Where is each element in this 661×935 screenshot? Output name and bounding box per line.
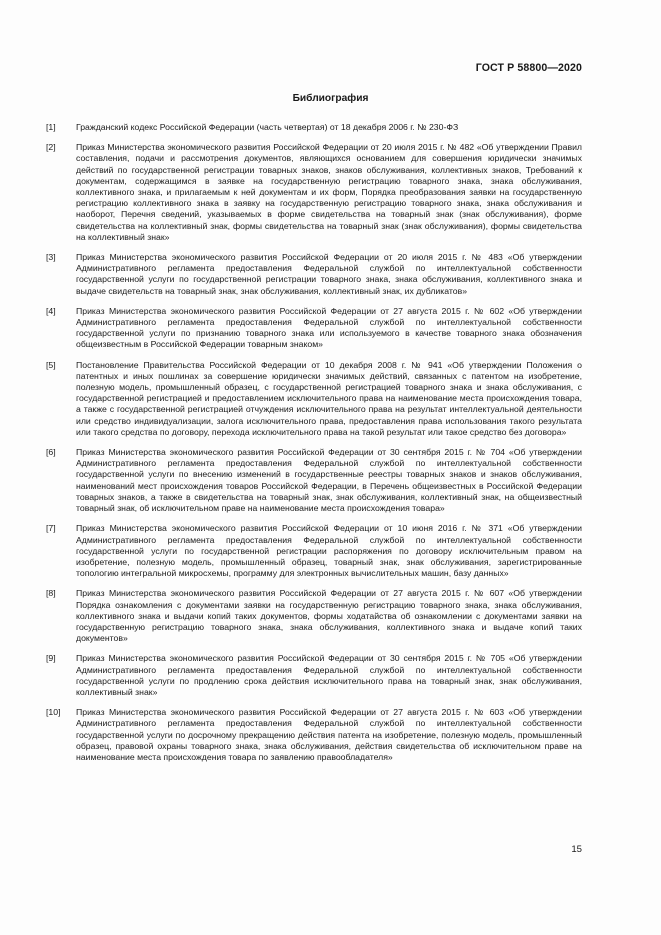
reference-text: Приказ Министерства экономического развития Российской Федерации от 30 сентября 2015 г. № 705 «Об утверждении Административного регламента предоставления Федеральной службой по интеллектуальной собственности государственной услуги по продлению срока действия исключительного права на товарный знак, знак обслуживания, коллективный знак»	[76, 653, 582, 697]
bibliography-item	[46, 588, 582, 644]
reference-text: Приказ Министерства экономического развития Российской Федерации от 30 сентября 2015 г. № 704 «Об утверждении Административного регламента предоставления Федеральной службой по интеллектуальной собственности государственной услуги по внесению изменений в государственные реестры товарных знаков и знаков обслуживания, наименований мест происхождения товаров Российской Федерации, в Перечень общеизвестных в Российской Федерации товарных знаков, а также в свидетельства на товарный знак, знак обслуживания, коллективный знак, на общеизвестный товарный знак, об исключительном праве на наименование места происхождения товара»	[76, 447, 582, 514]
reference-text: Приказ Министерства экономического развития Российской Федерации от 27 августа 2015 г. № 602 «Об утверждении Административного регламента предоставления Федеральной службой по интеллектуальной собственности государственной услуги по признанию товарного знака или используемого в качестве товарного знака обозначения общеизвестным в Российской Федерации товарным знаком»	[76, 305, 582, 350]
standard-designation: ГОСТ Р 58800—2020	[475, 62, 582, 74]
reference-text: Гражданский кодекс Российской Федерации (часть четвертая) от 18 декабря 2006 г. № 230-ФЗ	[76, 122, 459, 132]
reference-number: [8]	[46, 588, 56, 599]
bibliography-item	[46, 523, 582, 579]
reference-text: Приказ Министерства экономического развития Российской Федерации от 20 июля 2015 г. № 482 «Об утверждении Правил составления, подачи и рассмотрения документов, являющихся основанием для совершения юридически значимых действий по государственной регистрации товарных знаков, знаков обслуживания, коллективных знаков, Требований к документам, содержащимся в заявке на государственную регистрацию товарного знака, знака обслуживания, коллективного знака, и прилагаемым к ней документам и их форм, Порядка преобразования заявки на государственную регистрацию коллективного знака в заявку на государственную регистрацию товарного знака, знака обслуживания и наоборот, Перечня сведений, указываемых в форме свидетельства на товарный знак (знак обслуживания), форме свидетельства на коллективный знак, формы свидетельства на товарный знак (знак обслуживания), формы свидетельства на коллективный знак»	[76, 142, 582, 242]
bibliography-item	[46, 653, 582, 698]
bibliography-item	[46, 707, 582, 763]
reference-text: Постановление Правительства Российской Федерации от 10 декабря 2008 г. № 941 «Об утверждении Положения о патентных и иных пошлинах за совершение юридически значимых действий, связанных с патентом на изобретение, полезную модель, промышленный образец, с государственной регистрацией товарного знака и знака обслуживания, с государственной регистрацией и предоставлением исключительного права на наименование места происхождения товара, а также с государственной регистрацией отчуждения исключительного права на результат интеллектуальной деятельности или средство индивидуализации, залога исключительного права, предоставления права использования такого результата или такого средства по договору, перехода исключительного права на такой результат или такое средство без договора»	[76, 359, 582, 437]
reference-number: [9]	[46, 653, 56, 664]
reference-number: [4]	[46, 305, 56, 316]
bibliography-item	[46, 122, 582, 133]
bibliography-item	[46, 360, 582, 438]
reference-number: [2]	[46, 142, 56, 153]
bibliography-item	[46, 447, 582, 514]
reference-text: Приказ Министерства экономического развития Российской Федерации от 27 августа 2015 г. № 607 «Об утверждении Порядка ознакомления с документами заявки на государственную регистрацию товарного знака, знака обслуживания, коллективного знака и выдачи копий таких документов, формы ходатайства об ознакомлении с документами заявки на государственную регистрацию товарного знака, знака обслуживания, коллективного знака и выдаче копий таких документов»	[76, 588, 582, 644]
reference-number: [5]	[46, 359, 56, 370]
bibliography-item	[46, 306, 582, 351]
reference-number: [10]	[46, 707, 61, 718]
bibliography-item	[46, 142, 582, 243]
reference-number: [1]	[46, 122, 56, 132]
reference-text: Приказ Министерства экономического развития Российской Федерации от 27 августа 2015 г. № 603 «Об утверждении Административного регламента предоставления Федеральной службой по интеллектуальной собственности государственной услуги по досрочному прекращению действия патента на изобретение, полезную модель, промышленный образец, правовой охраны товарного знака, знака обслуживания, действия свидетельства об исключительном праве на наименование места происхождения товара по заявлению правообладателя»	[76, 707, 582, 762]
reference-text: Приказ Министерства экономического развития Российской Федерации от 20 июля 2015 г. № 483 «Об утверждении Административного регламента предоставления Федеральной службой по интеллектуальной собственности государственной услуги по государственной регистрации товарного знака, знака обслуживания, коллективного знака и выдаче свидетельств на товарный знак, знак обслуживания, коллективный знак, их дубликатов»	[76, 252, 582, 296]
reference-number: [3]	[46, 252, 56, 263]
bibliography-item	[46, 252, 582, 297]
page-number: 15	[571, 844, 582, 855]
reference-text: Приказ Министерства экономического развития Российской Федерации от 10 июня 2016 г. № 371 «Об утверждении Административного регламента предоставления Федеральной службой по интеллектуальной собственности государственной услуги по государственной регистрации распоряжения по договору исключительным правом на изобретение, полезную модель, промышленный образец, товарный знак, знак обслуживания, зарегистрированные топологию интегральной микросхемы, программу для электронных вычислительных машин, базу данных»	[76, 523, 582, 579]
reference-number: [6]	[46, 447, 56, 458]
section-title: Библиография	[292, 93, 369, 104]
reference-number: [7]	[46, 523, 56, 534]
bibliography-list	[46, 122, 582, 772]
